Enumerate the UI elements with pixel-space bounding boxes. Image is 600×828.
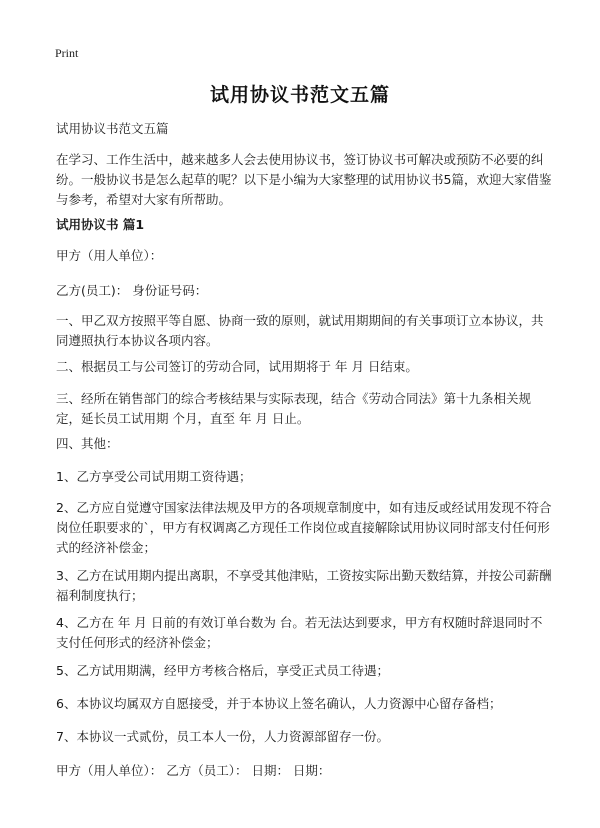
print-label: Print [55,46,79,60]
document-title: 试用协议书范文五篇 [209,84,390,106]
paragraph-party-a: 甲方（用人单位）： [56,248,163,263]
list-item: 3、乙方在试用期内提出离职，不享受其他津贴，工资按实际出勤天数结算，并按公司薪酬福利制度执行； [56,568,552,603]
document-subtitle: 试用协议书范文五篇 [56,121,169,136]
section-heading: 试用协议书 篇1 [56,217,145,232]
signature-line: 甲方（用人单位）： 乙方（员工）： 日期： 日期： [56,763,331,778]
list-item: 5、乙方试用期满，经甲方考核合格后，享受正式员工待遇； [56,663,389,678]
list-item: 6、本协议均属双方自愿接受，并于本协议上签名确认，人力资源中心留存备档； [56,696,502,711]
list-item: 4、乙方在 年 月 日前的有效订单台数为 台。若无法达到要求，甲方有权随时辞退同时不支付任何形式的经济补偿金； [56,615,543,650]
list-item: 1、乙方享受公司试用期工资待遇； [56,469,252,484]
intro-paragraph: 在学习、工作生活中，越来越多人会去使用协议书，签订协议书可解决或预防不必要的纠纷。一般协议书是怎么起草的呢？以下是小编为大家整理的试用协议书5篇，欢迎大家借鉴与参考，希望对大家有所帮助。 [56,152,552,207]
paragraph-clause-4: 四、其他： [56,436,119,451]
paragraph-clause-1: 一、甲乙双方按照平等自愿、协商一致的原则，就试用期期间的有关事项订立本协议，共同遵照执行本协议各项内容。 [56,313,544,348]
list-item: 7、本协议一式贰份，员工本人一份，人力资源部留存一份。 [56,729,389,744]
paragraph-clause-2: 二、根据员工与公司签订的劳动合同，试用期将于 年 月 日结束。 [56,359,418,374]
paragraph-party-b: 乙方(员工)： 身份证号码： [56,283,208,298]
paragraph-clause-3: 三、经所在销售部门的综合考核结果与实际表现，结合《劳动合同法》第十九条相关规定，延长员工试用期 个月，直至 年 月 日止。 [56,391,532,426]
list-item: 2、乙方应自觉遵守国家法律法规及甲方的各项规章制度中，如有违反或经试用发现不符合岗位任职要求的`，甲方有权调离乙方现任工作岗位或直接解除试用协议同时部支付任何形式的经济补偿金； [56,500,552,555]
